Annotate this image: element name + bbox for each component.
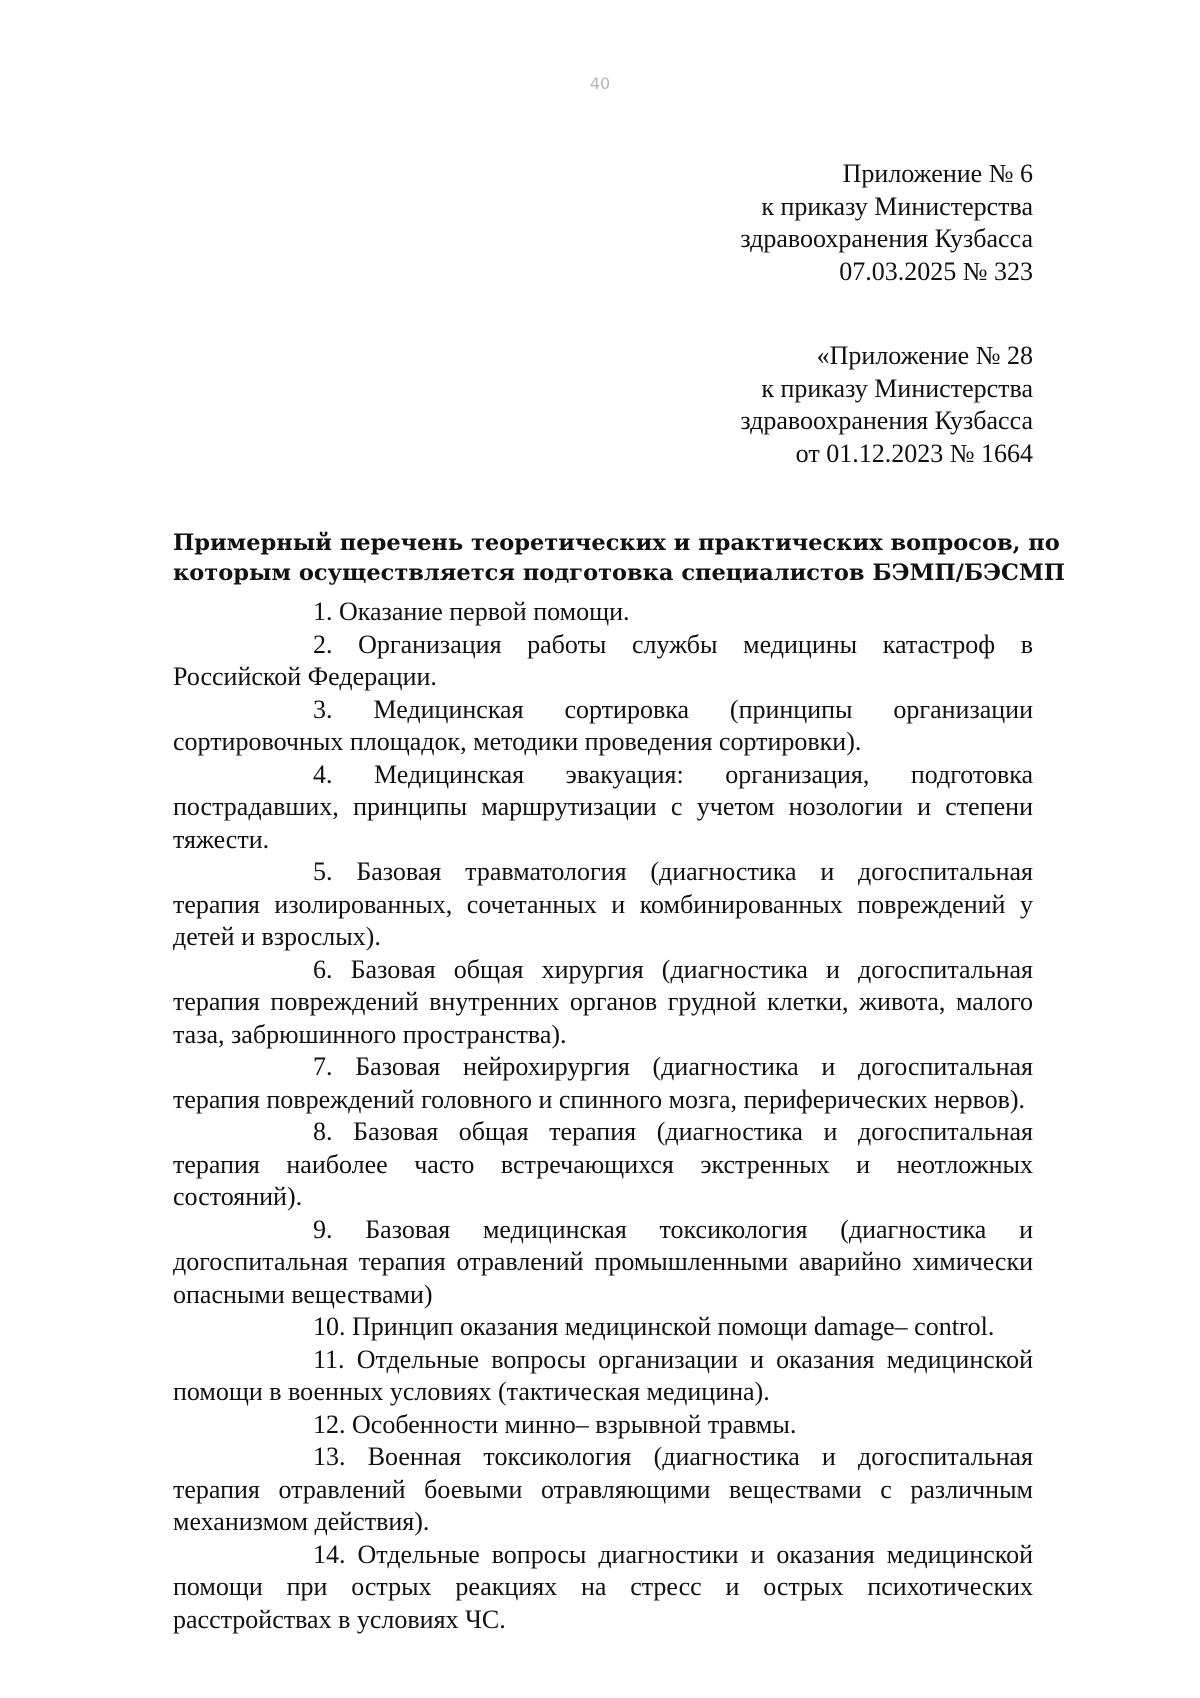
item-text: Базовая нейрохирургия (диагностика и догоспитальная терапия повреждений головного и спинного мозга, периферических нервов).: [173, 1052, 1034, 1114]
item-number: 2.: [313, 629, 333, 659]
document-title: [173, 528, 1066, 588]
stamp-line: здравоохранения Кузбасса: [740, 406, 1033, 435]
item-number: 3.: [313, 694, 333, 724]
list-item: [173, 1311, 1033, 1344]
item-number: 7.: [313, 1052, 333, 1081]
item-text: Базовая общая хирургия (диагностика и догоспитальная терапия повреждений внутренних органов грудной клетки, живота, малого таза, забрюшинного пространства).: [173, 954, 1034, 1049]
item-number: 1.: [313, 597, 333, 626]
stamp-line: к приказу Министерства: [761, 373, 1033, 403]
item-text: Особенности минно– взрывной травмы.: [352, 1409, 797, 1439]
item-number: 11.: [313, 1344, 345, 1374]
item-number: 6.: [313, 954, 333, 984]
item-text: Принцип оказания медицинской помощи damage– control.: [352, 1312, 995, 1341]
item-text: Отдельные вопросы организации и оказания медицинской помощи в военных условиях (тактическая медицина).: [173, 1344, 1033, 1406]
item-number: 13.: [313, 1442, 346, 1471]
appendix-stamp-current: [413, 158, 1033, 288]
stamp-line: от 01.12.2023 № 1664: [795, 438, 1033, 468]
item-number: 5.: [313, 857, 333, 886]
item-text: Базовая травматология (диагностика и догоспитальная терапия изолированных, сочетанных и комбинированных повреждений у детей и взрослых).: [173, 857, 1033, 951]
item-text: Базовая медицинская токсикология (диагностика и догоспитальная терапия отравлений промышленными аварийно химически опасными веществами): [173, 1214, 1033, 1309]
item-text: Медицинская сортировка (принципы организации сортировочных площадок, методики проведения сортировки).: [173, 694, 1034, 756]
question-list: [173, 596, 1033, 1636]
item-number: 14.: [313, 1539, 346, 1569]
item-number: 12.: [313, 1409, 346, 1439]
list-item: [173, 629, 1033, 694]
item-text: Отдельные вопросы диагностики и оказания медицинской помощи при острых реакциях на стресс и острых психотических расстройствах в условиях ЧС.: [173, 1539, 1034, 1634]
list-item: [173, 1409, 1033, 1442]
item-number: 10.: [313, 1312, 346, 1341]
page-number: 40: [589, 74, 611, 93]
list-item: [173, 1116, 1033, 1214]
item-text: Организация работы службы медицины катастроф в Российской Федерации.: [173, 629, 1034, 691]
item-number: 4.: [313, 759, 333, 789]
list-item: [173, 954, 1033, 1052]
title-line: которым осуществляется подготовка специалистов БЭМП/БЭСМП: [173, 560, 1066, 586]
item-text: Оказание первой помощи.: [339, 597, 630, 626]
item-number: 8.: [313, 1117, 333, 1146]
list-item: [173, 759, 1033, 857]
item-text: Медицинская эвакуация: организация, подготовка пострадавших, принципы маршрутизации с учетом нозологии и степени тяжести.: [173, 759, 1033, 854]
list-item: [173, 856, 1033, 954]
appendix-stamp-previous: [413, 340, 1033, 470]
list-item: [173, 1214, 1033, 1312]
stamp-line: к приказу Министерства: [761, 191, 1033, 221]
stamp-line: «Приложение № 28: [816, 341, 1033, 370]
stamp-line: здравоохранения Кузбасса: [740, 224, 1033, 253]
stamp-line: 07.03.2025 № 323: [839, 256, 1033, 286]
list-item: [173, 1539, 1033, 1637]
list-item: [173, 1051, 1033, 1116]
list-item: [173, 1441, 1033, 1539]
item-number: 9.: [313, 1214, 333, 1244]
list-item: [173, 1344, 1033, 1409]
stamp-line: Приложение № 6: [842, 159, 1033, 188]
item-text: Базовая общая терапия (диагностика и догоспитальная терапия наиболее часто встречающихся экстренных и неотложных состояний).: [173, 1117, 1034, 1211]
title-line: Примерный перечень теоретических и практических вопросов, по: [173, 530, 1060, 556]
item-text: Военная токсикология (диагностика и догоспитальная терапия отравлений боевыми отравляющими веществами с различным механизмом действия).: [173, 1442, 1033, 1536]
list-item: [173, 596, 1033, 629]
list-item: [173, 694, 1033, 759]
